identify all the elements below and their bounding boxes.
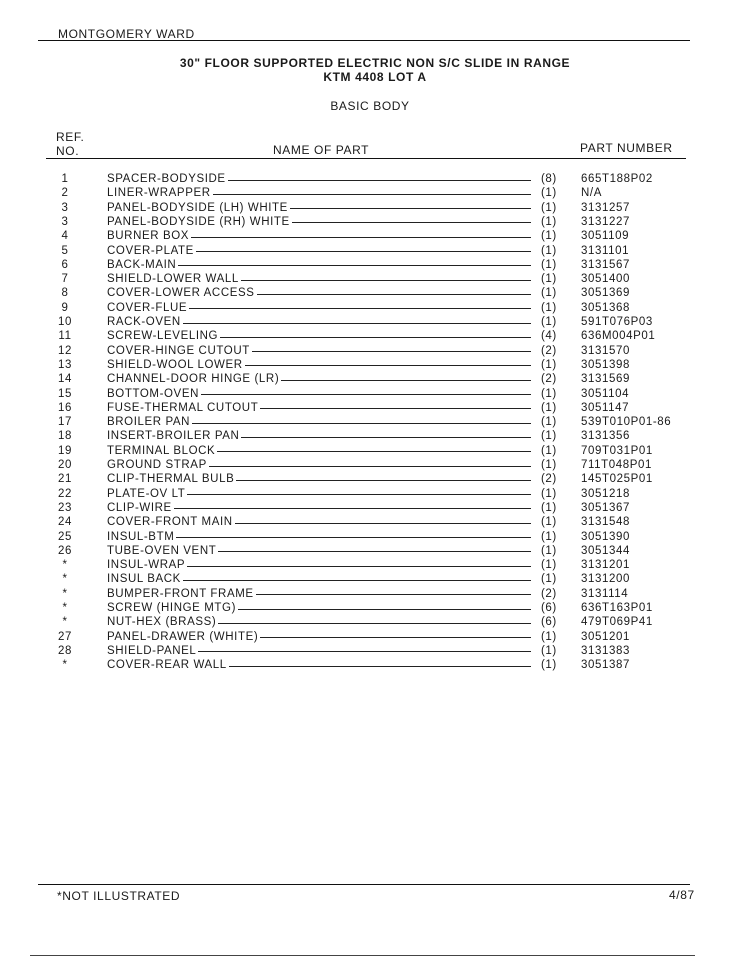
part-name-cell — [107, 515, 537, 529]
part-row — [0, 229, 750, 243]
part-name: BACK-MAIN — [107, 258, 177, 271]
quantity: (6) — [541, 602, 557, 614]
ref-number: * — [62, 559, 68, 572]
part-name: COVER-FRONT MAIN — [107, 516, 233, 529]
leader-line — [217, 451, 531, 452]
quantity: (1) — [541, 530, 557, 543]
part-name-cell — [107, 372, 537, 386]
quantity: (1) — [541, 215, 557, 228]
part-number: 3051368 — [581, 301, 630, 314]
quantity: (1) — [541, 187, 557, 200]
part-name-cell — [107, 458, 537, 472]
quantity: (1) — [541, 416, 557, 429]
quantity: (2) — [541, 373, 557, 386]
model-lot: KTM 4408 LOT A — [323, 70, 427, 84]
part-name: INSUL-WRAP — [107, 559, 186, 572]
leader-line — [218, 623, 531, 624]
part-name-cell — [107, 644, 537, 658]
part-name: NUT-HEX (BRASS) — [107, 616, 217, 629]
part-name-cell — [107, 172, 537, 186]
quantity: (1) — [541, 444, 557, 457]
leader-line — [198, 651, 531, 652]
ref-number: 1 — [61, 173, 69, 185]
part-number: 3131201 — [581, 559, 630, 572]
quantity: (1) — [541, 459, 557, 471]
part-number: 3131257 — [581, 201, 630, 214]
part-name: PLATE-OV LT — [107, 487, 186, 500]
quantity: (1) — [541, 487, 557, 500]
part-row — [0, 487, 750, 501]
part-name-cell — [107, 387, 537, 401]
part-name: BURNER BOX — [107, 230, 190, 243]
part-number: 711T048P01 — [581, 459, 653, 471]
part-number: 3131356 — [581, 430, 630, 443]
part-number: 3051344 — [581, 544, 630, 557]
part-row — [0, 201, 750, 215]
part-name: CHANNEL-DOOR HINGE (LR) — [107, 373, 280, 386]
part-name: GROUND STRAP — [107, 459, 207, 471]
leader-line — [178, 265, 531, 266]
quantity: (1) — [541, 401, 557, 414]
leader-line — [252, 351, 531, 352]
part-name-cell — [107, 258, 537, 272]
part-name-cell — [107, 501, 537, 515]
leader-line — [187, 566, 531, 567]
leader-line — [241, 280, 531, 281]
quantity: (1) — [541, 630, 557, 643]
part-name-cell — [107, 658, 537, 672]
leader-line — [257, 294, 531, 295]
part-row — [0, 630, 750, 644]
part-name-cell — [107, 344, 537, 358]
part-row — [0, 544, 750, 558]
part-name-cell — [107, 572, 537, 586]
quantity: (1) — [541, 230, 557, 243]
page-date: 4/87 — [669, 888, 695, 902]
part-name-cell — [107, 601, 537, 615]
part-name: COVER-PLATE — [107, 244, 194, 257]
quantity: (2) — [541, 473, 557, 486]
ref-number: 25 — [58, 530, 72, 543]
quantity: (1) — [541, 301, 557, 314]
part-row — [0, 315, 750, 329]
footnote: *NOT ILLUSTRATED — [57, 889, 181, 903]
part-name: COVER-HINGE CUTOUT — [107, 344, 250, 357]
ref-number: 26 — [58, 544, 72, 557]
part-name: PANEL-BODYSIDE (RH) WHITE — [107, 215, 290, 228]
quantity: (1) — [541, 573, 557, 586]
quantity: (1) — [541, 287, 557, 300]
part-number-header: PART NUMBER — [580, 141, 673, 155]
part-row — [0, 558, 750, 572]
ref-number: 24 — [58, 516, 72, 529]
ref-number: 4 — [61, 230, 69, 243]
part-row — [0, 572, 750, 586]
part-number: 3131548 — [581, 516, 630, 529]
part-number: 3051387 — [581, 659, 630, 672]
company-name: MONTGOMERY WARD — [58, 27, 195, 41]
part-name-cell — [107, 358, 537, 372]
ref-number: 11 — [58, 330, 72, 343]
quantity: (8) — [541, 173, 557, 185]
ref-number: * — [62, 616, 68, 629]
leader-line — [256, 594, 531, 595]
quantity: (1) — [541, 201, 557, 214]
column-header-rule — [46, 158, 686, 159]
part-number: 3131567 — [581, 258, 630, 271]
part-row — [0, 286, 750, 300]
leader-line — [290, 208, 531, 209]
part-number: 3051104 — [581, 387, 630, 400]
ref-number: 23 — [58, 501, 72, 514]
ref-number: 10 — [58, 316, 72, 328]
leader-line — [187, 494, 531, 495]
part-name: SCREW-LEVELING — [107, 330, 219, 343]
quantity: (1) — [541, 430, 557, 443]
part-number: 709T031P01 — [581, 444, 653, 457]
part-row — [0, 272, 750, 286]
ref-number: * — [62, 573, 68, 586]
leader-line — [213, 194, 531, 195]
part-row — [0, 244, 750, 258]
part-number: 3131227 — [581, 215, 630, 228]
ref-header: REF. — [56, 130, 85, 144]
quantity: (1) — [541, 273, 557, 286]
part-row — [0, 644, 750, 658]
ref-number: 9 — [61, 301, 69, 314]
part-number: 3051147 — [581, 401, 630, 414]
bottom-rule — [30, 955, 695, 956]
leader-line — [281, 380, 531, 381]
part-number: 636T163P01 — [581, 602, 653, 614]
part-name: INSUL BACK — [107, 573, 181, 586]
part-number: 3051367 — [581, 501, 630, 514]
part-name: SHIELD-LOWER WALL — [107, 273, 239, 286]
part-row — [0, 587, 750, 601]
leader-line — [174, 508, 531, 509]
part-name-cell — [107, 329, 537, 343]
part-number: 3051400 — [581, 273, 630, 286]
part-number: 539T010P01-86 — [581, 416, 672, 429]
quantity: (1) — [541, 559, 557, 572]
part-name: CLIP-THERMAL BULB — [107, 473, 235, 486]
quantity: (2) — [541, 587, 557, 600]
part-name-cell — [107, 587, 537, 601]
part-number: 3051369 — [581, 287, 630, 300]
leader-line — [209, 466, 531, 467]
ref-number: 19 — [58, 444, 72, 457]
ref-number: 3 — [61, 215, 69, 228]
part-row — [0, 172, 750, 186]
part-name-cell — [107, 544, 537, 558]
name-header: NAME OF PART — [273, 143, 370, 157]
leader-line — [220, 337, 531, 338]
quantity: (6) — [541, 616, 557, 629]
part-name-cell — [107, 286, 537, 300]
part-number: 3131570 — [581, 344, 630, 357]
part-row — [0, 530, 750, 544]
part-number: 3051109 — [581, 230, 630, 243]
part-name-cell — [107, 487, 537, 501]
leader-line — [189, 308, 531, 309]
part-row — [0, 344, 750, 358]
part-name-cell — [107, 444, 537, 458]
ref-number: 13 — [58, 358, 72, 371]
part-number: 3131200 — [581, 573, 630, 586]
part-row — [0, 601, 750, 615]
ref-number: * — [62, 602, 68, 614]
part-number: 3131101 — [581, 244, 630, 257]
part-name-cell — [107, 615, 537, 629]
part-row — [0, 458, 750, 472]
part-row — [0, 329, 750, 343]
part-row — [0, 444, 750, 458]
part-name-cell — [107, 186, 537, 200]
part-row — [0, 415, 750, 429]
leader-line — [192, 423, 531, 424]
ref-number: 16 — [58, 401, 72, 414]
ref-number: 6 — [61, 258, 69, 271]
part-number: 665T188P02 — [581, 173, 653, 185]
quantity: (1) — [541, 244, 557, 257]
part-row — [0, 472, 750, 486]
header-rule — [38, 40, 690, 41]
part-row — [0, 372, 750, 386]
leader-line — [235, 523, 531, 524]
leader-line — [191, 237, 531, 238]
ref-number: 2 — [61, 187, 69, 200]
quantity: (1) — [541, 516, 557, 529]
leader-line — [238, 609, 531, 610]
ref-number: * — [62, 587, 68, 600]
part-name: TERMINAL BLOCK — [107, 444, 216, 457]
part-number: 3051390 — [581, 530, 630, 543]
ref-number: 27 — [58, 630, 72, 643]
part-name-cell — [107, 215, 537, 229]
ref-number: 8 — [61, 287, 69, 300]
part-name: SHIELD-WOOL LOWER — [107, 358, 243, 371]
leader-line — [183, 580, 531, 581]
part-name-cell — [107, 201, 537, 215]
part-number: 145T025P01 — [581, 473, 653, 486]
quantity: (1) — [541, 258, 557, 271]
quantity: (1) — [541, 501, 557, 514]
footer-rule — [38, 884, 690, 885]
leader-line — [292, 222, 531, 223]
part-name-cell — [107, 315, 537, 329]
part-name-cell — [107, 272, 537, 286]
ref-number: 14 — [58, 373, 72, 386]
part-name: SPACER-BODYSIDE — [107, 173, 226, 185]
ref-number: 17 — [58, 416, 72, 429]
leader-line — [196, 251, 531, 252]
leader-line — [228, 180, 531, 181]
quantity: (1) — [541, 659, 557, 672]
part-name-cell — [107, 301, 537, 315]
part-name: PANEL-DRAWER (WHITE) — [107, 630, 259, 643]
quantity: (4) — [541, 330, 557, 343]
ref-number: 28 — [58, 644, 72, 657]
part-name: COVER-FLUE — [107, 301, 188, 314]
part-row — [0, 215, 750, 229]
ref-number: 18 — [58, 430, 72, 443]
part-name: INSUL-BTM — [107, 530, 175, 543]
leader-line — [218, 551, 531, 552]
leader-line — [260, 408, 531, 409]
part-number: 636M004P01 — [581, 330, 656, 343]
ref-number: 21 — [58, 473, 72, 486]
part-name: PANEL-BODYSIDE (LH) WHITE — [107, 201, 288, 214]
leader-line — [201, 394, 531, 395]
part-name: RACK-OVEN — [107, 316, 181, 328]
part-name: BOTTOM-OVEN — [107, 387, 200, 400]
part-number: N/A — [581, 187, 602, 200]
part-row — [0, 358, 750, 372]
part-number: 3051218 — [581, 487, 630, 500]
part-name: COVER-LOWER ACCESS — [107, 287, 255, 300]
quantity: (1) — [541, 387, 557, 400]
part-name-cell — [107, 244, 537, 258]
leader-line — [183, 323, 531, 324]
quantity: (1) — [541, 644, 557, 657]
ref-number: 7 — [61, 273, 69, 286]
part-name: CLIP-WIRE — [107, 501, 172, 514]
part-name-cell — [107, 558, 537, 572]
ref-number: 3 — [61, 201, 69, 214]
leader-line — [260, 637, 531, 638]
part-row — [0, 515, 750, 529]
part-number: 3131569 — [581, 373, 630, 386]
part-number: 591T076P03 — [581, 316, 653, 328]
quantity: (1) — [541, 358, 557, 371]
ref-number: 5 — [61, 244, 69, 257]
part-number: 479T069P41 — [581, 616, 653, 629]
leader-line — [245, 365, 531, 366]
part-row — [0, 186, 750, 200]
part-name-cell — [107, 630, 537, 644]
part-row — [0, 501, 750, 515]
part-row — [0, 258, 750, 272]
part-row — [0, 429, 750, 443]
part-name: TUBE-OVEN VENT — [107, 544, 217, 557]
part-name: SHIELD-PANEL — [107, 644, 197, 657]
leader-line — [229, 666, 531, 667]
ref-number: * — [62, 659, 68, 672]
part-row — [0, 301, 750, 315]
quantity: (1) — [541, 316, 557, 328]
ref-number: 12 — [58, 344, 72, 357]
part-row — [0, 401, 750, 415]
part-row — [0, 387, 750, 401]
part-number: 3051201 — [581, 630, 630, 643]
part-name: COVER-REAR WALL — [107, 659, 227, 672]
part-name-cell — [107, 229, 537, 243]
leader-line — [176, 537, 531, 538]
part-row — [0, 615, 750, 629]
part-name: BROILER PAN — [107, 416, 191, 429]
part-number: 3131114 — [581, 587, 629, 600]
part-name-cell — [107, 530, 537, 544]
part-name-cell — [107, 429, 537, 443]
leader-line — [236, 480, 531, 481]
part-number: 3131383 — [581, 644, 630, 657]
part-row — [0, 658, 750, 672]
section-title: BASIC BODY — [330, 99, 410, 113]
part-name: LINER-WRAPPER — [107, 187, 211, 200]
part-name-cell — [107, 401, 537, 415]
part-name-cell — [107, 472, 537, 486]
ref-number: 20 — [58, 459, 72, 471]
part-name: BUMPER-FRONT FRAME — [107, 587, 254, 600]
no-header: NO. — [56, 144, 80, 158]
ref-number: 15 — [58, 387, 72, 400]
part-name: FUSE-THERMAL CUTOUT — [107, 401, 259, 414]
part-name: SCREW (HINGE MTG) — [107, 602, 237, 614]
ref-number: 22 — [58, 487, 72, 500]
part-name: INSERT-BROILER PAN — [107, 430, 240, 443]
part-number: 3051398 — [581, 358, 630, 371]
document-title: 30" FLOOR SUPPORTED ELECTRIC NON S/C SLIDE IN RANGE — [179, 56, 571, 70]
part-name-cell — [107, 415, 537, 429]
leader-line — [241, 437, 531, 438]
quantity: (1) — [541, 544, 557, 557]
quantity: (2) — [541, 344, 557, 357]
